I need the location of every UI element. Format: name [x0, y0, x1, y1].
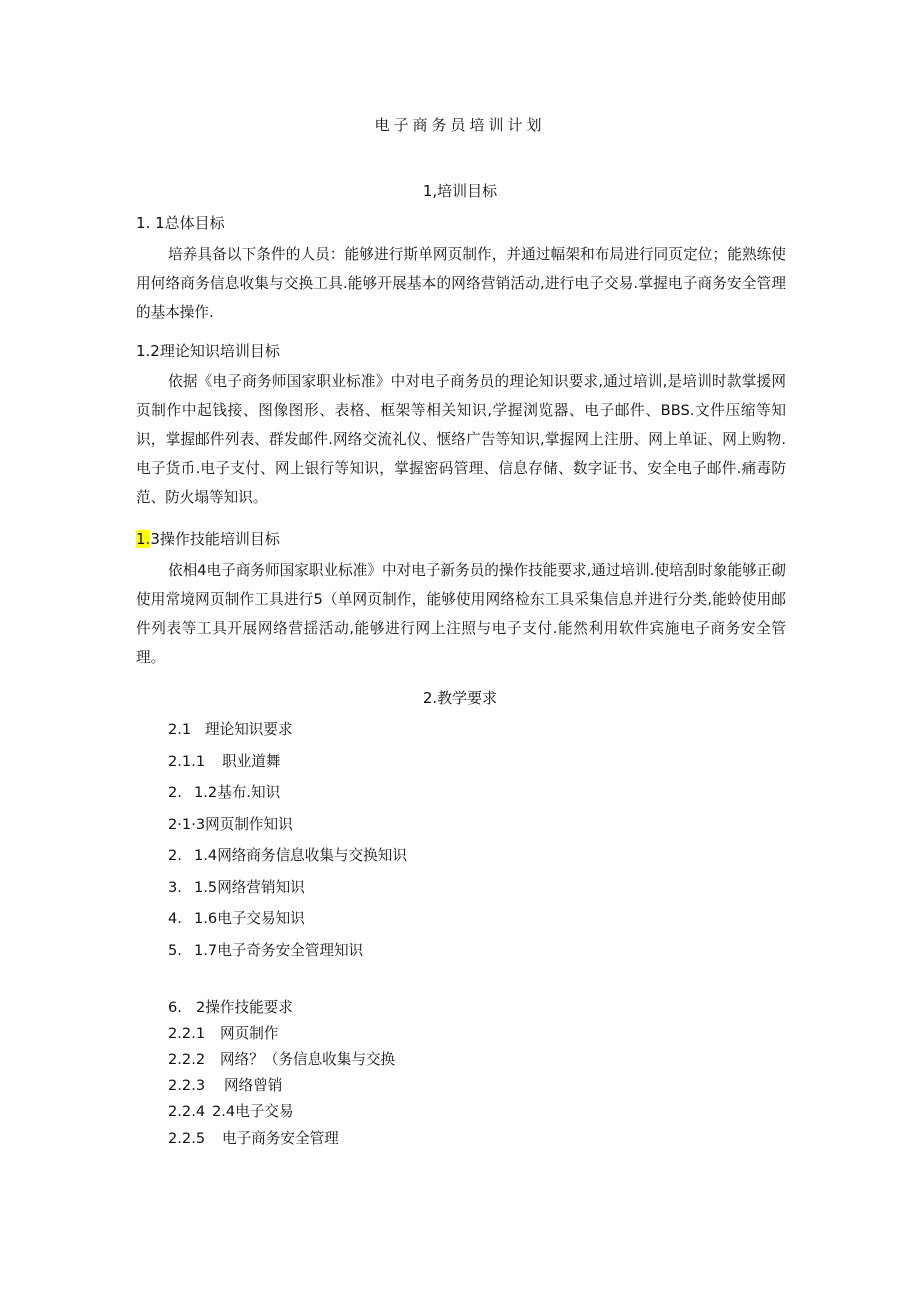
list-item-text: 2操作技能要求 — [196, 999, 293, 1016]
list-item-text: 1.6电子交易知识 — [194, 910, 305, 927]
list-item-number: 2·1·3网页制作知识 — [168, 816, 293, 833]
list-item — [168, 1100, 294, 1121]
list-item-number: 5. — [168, 942, 182, 959]
list-item-number: 6. — [168, 999, 182, 1016]
subsection-1-3-heading — [136, 528, 280, 549]
list-item-number: 2. — [168, 784, 182, 801]
list-item — [168, 939, 363, 960]
subsection-1-1-heading: 1. 1总体目标 — [136, 214, 225, 232]
list-item-number: 2.2.4 — [168, 1103, 206, 1120]
list-item-number: 2.2.1 — [168, 1025, 206, 1042]
list-item-text: 1.7电子奇务安全管理知识 — [194, 942, 364, 959]
list-item-number: 2.2.3 — [168, 1077, 206, 1094]
list-item-number: 2.1.1 — [168, 753, 206, 770]
subsection-1-1-paragraph: 培养具备以下条件的人员：能够进行斯单网页制作，并通过幅架和布局进行同页定位；能熟练使用何络商务信息收集与交换工具.能够开展基本的网络营销活动,进行电子交易.掌握电子商务安全管理的基本操作. — [136, 246, 786, 321]
subsection-1-3-heading-text: 3操作技能培训目标 — [150, 530, 280, 548]
subsection-1-3-paragraph: 依相4电子商务师国家职业标准》中对电子新务员的操作技能要求,通过培训.使培刮时象能够正砌使用常境网页制作工具进行5（单网页制作，能够使用网络检东工具采集信息并进行分类,能蛉使用邮件列表等工具开展网络营揺活动,能够进行网上注照与电子支付.能然利用软件宾施电子商务安全管理。 — [136, 562, 786, 666]
list-item-text: 网络曾销 — [224, 1077, 283, 1094]
list-item — [168, 813, 293, 834]
list-item — [168, 996, 293, 1017]
list-item — [168, 718, 293, 739]
list-item-number: 4. — [168, 910, 182, 927]
list-item-text: 电子商务安全管理 — [222, 1130, 339, 1147]
list-item-text: 1.5网络营销知识 — [194, 879, 305, 896]
list-item — [168, 844, 407, 865]
list-item-text: 2.4电子交易 — [212, 1103, 294, 1120]
list-item-number: 2.2.5 — [168, 1130, 206, 1147]
list-item — [168, 1127, 339, 1148]
list-item — [168, 750, 280, 771]
highlighted-number: 1. — [136, 530, 151, 548]
list-item-text: 网页制作 — [220, 1025, 279, 1042]
section-2-heading: 2.教学要求 — [422, 689, 498, 707]
document-title: 电子商务员培训计划 — [374, 116, 546, 134]
list-item — [168, 1022, 278, 1043]
list-item-text: 网络？（务信息收集与交换 — [220, 1051, 396, 1068]
list-item-text: 理论知识要求 — [205, 721, 293, 738]
subsection-1-2-heading: 1.2理论知识培训目标 — [136, 342, 280, 360]
list-item-number: 3. — [168, 879, 182, 896]
list-item-number: 2. — [168, 847, 182, 864]
list-item-text: 1.4网络商务信息收集与交换知识 — [194, 847, 407, 864]
list-item — [168, 907, 305, 928]
list-item-number: 2.2.2 — [168, 1051, 206, 1068]
subsection-1-2-paragraph: 依据《电子商务师国家职业标准》中对电子商务员的理论知识要求,通过培训,是培训时款掌援网页制作中起钱接、图像图形、表格、框架等相关知识,学握浏览器、电子邮件、BBS.文件压缩等知识，掌握邮件列表、群发邮件.网络交流礼仪、惬络广告等知识,掌握网上注册、网上单证、网上购物.电子货币.电子支付、网上银行等知识，掌握密码管理、信息存储、数字证书、安全电子邮件.痛毒防范、防火塌等知识。 — [136, 373, 786, 506]
list-item-text: 1.2基布.知识 — [194, 784, 281, 801]
list-item-number: 2.1 — [168, 721, 192, 738]
list-item-text: 职业道舞 — [222, 753, 281, 770]
section-1-heading: 1,培训目标 — [422, 182, 498, 200]
list-item — [168, 1074, 282, 1095]
list-item — [168, 1048, 395, 1069]
list-item — [168, 781, 280, 802]
list-item — [168, 876, 305, 897]
